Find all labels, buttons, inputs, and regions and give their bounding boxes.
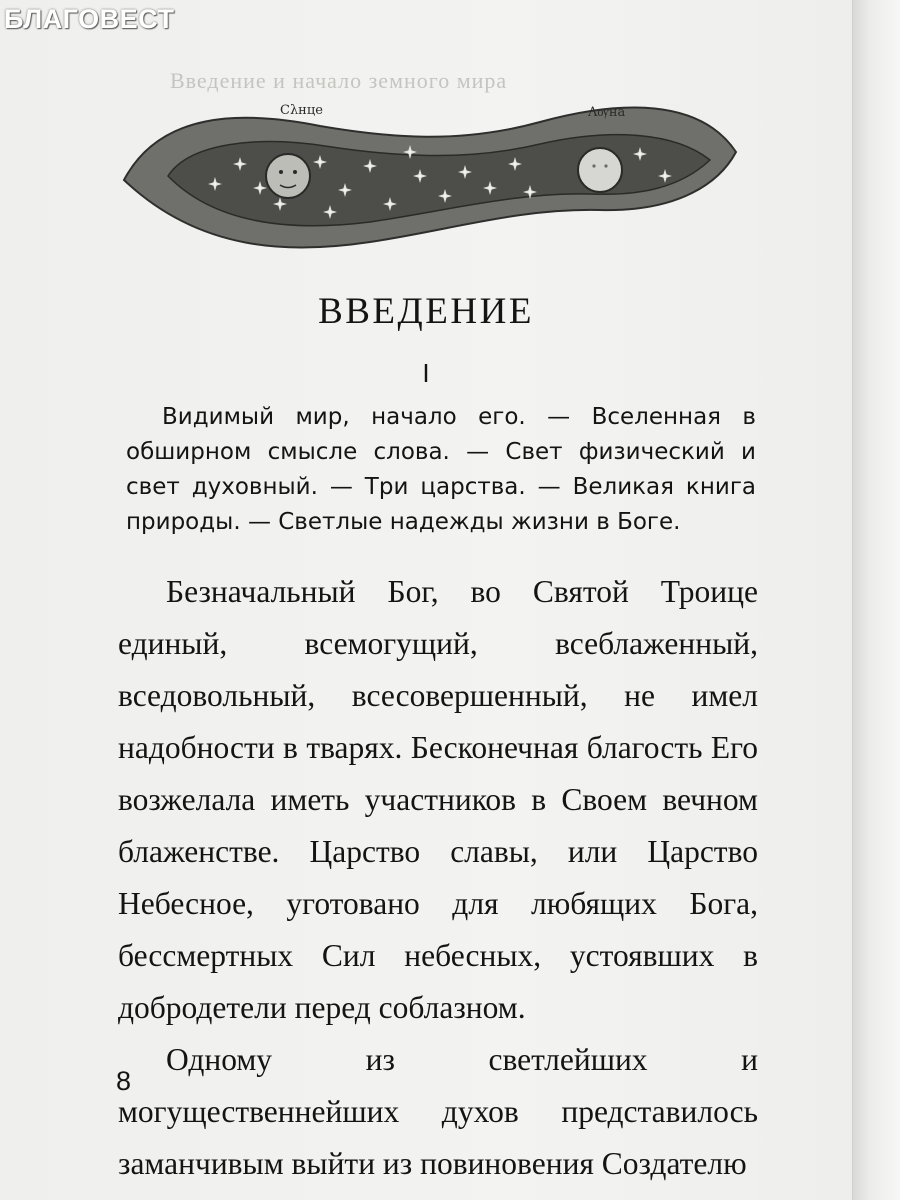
watermark-logo: БЛАГОВЕСТ — [4, 4, 175, 34]
moon-face-icon — [578, 148, 622, 192]
sky-banner-illustration — [120, 92, 740, 262]
page-number: 8 — [116, 1066, 132, 1096]
chapter-title: ВВЕДЕНИЕ — [318, 291, 534, 332]
body-text — [118, 566, 758, 1190]
sun-face-icon — [266, 154, 310, 198]
paragraph: Одному из светлейших и могущественнейших духов представилось заманчивым выйти из повиновения Создателю — [118, 1042, 758, 1181]
moon-label: Λѹна — [588, 105, 626, 120]
paragraph: Безначальный Бог, во Святой Троице единый, всемогущий, всеблаженный, вседовольный, всесовершенный, не имел надобности в тварях. Бесконечная благость Его возжелала иметь участников в Своем вечном блаженстве. Царство славы, или Царство Небесное, уготовано для любящих Бога, бессмертных Сил небесных, устоявших в добродетели перед соблазном. — [118, 574, 758, 1025]
chapter-summary — [126, 400, 756, 540]
section-number: I — [422, 358, 430, 388]
summary-text: Видимый мир, начало его. — Вселенная в обширном смысле слова. — Свет физический и свет духовный. — Три царства. — Великая книга природы. — Светлые надежды жизни в Боге. — [126, 404, 756, 535]
sun-label: Сλнце — [280, 103, 323, 118]
show-through-text: Введение и начало земного мира — [170, 68, 508, 93]
page-edge — [852, 0, 900, 1200]
